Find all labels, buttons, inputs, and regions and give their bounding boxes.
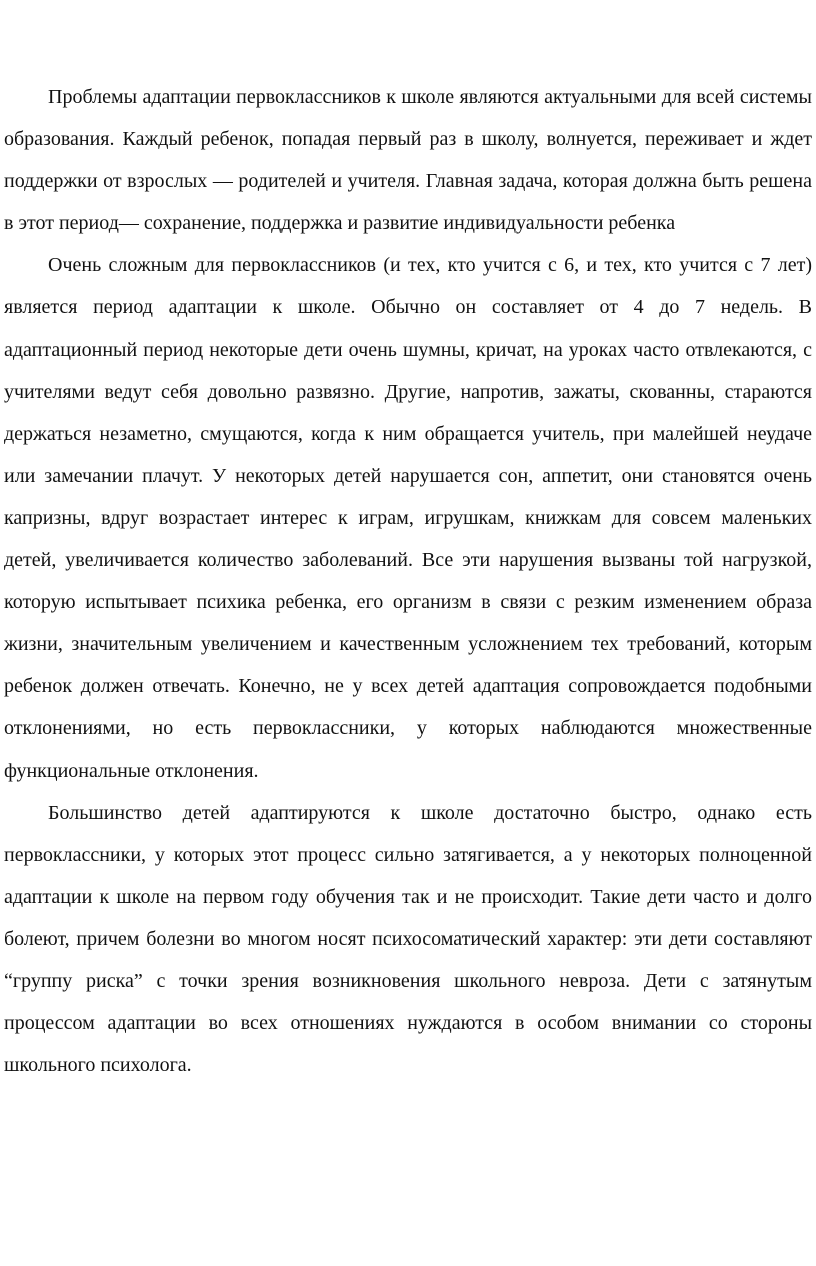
paragraph-3: Большинство детей адаптируются к школе достаточно быстро, однако есть первоклассники, у которых этот процесс сильно затягивается, а у некоторых полноценной адаптации к школе на первом году обучения так и не происходит. Такие дети часто и долго болеют, причем болезни во многом носят психосоматический характер: эти дети составляют “группу риска” с точки зрения возникновения школьного невроза. Дети с затянутым процессом адаптации во всех отношениях нуждаются в особом внимании со стороны школьного психолога. <box>4 801 812 1077</box>
paragraph-2: Очень сложным для первоклассников (и тех, кто учится с 6, и тех, кто учится с 7 лет) является период адаптации к школе. Обычно он составляет от 4 до 7 недель. В адаптационный период некоторые дети очень шумны, кричат, на уроках часто отвлекаются, с учителями ведут себя довольно развязно. Другие, напротив, зажаты, скованны, стараются держаться незаметно, смущаются, когда к ним обращается учитель, при малейшей неудаче или замечании плачут. У некоторых детей нарушается сон, аппетит, они становятся очень капризны, вдруг возрастает интерес к играм, игрушкам, книжкам для совсем маленьких детей, увеличивается количество заболеваний. Все эти нарушения вызваны той нагрузкой, которую испытывает психика ребенка, его организм в связи с резким изменением образа жизни, значительным увеличением и качественным усложнением тех требований, которым ребенок должен отвечать. Конечно, не у всех детей адаптация сопровождается подобными отклонениями, но есть первоклассники, у которых наблюдаются множественные функциональные отклонения. <box>4 254 812 782</box>
paragraph-1: Проблемы адаптации первоклассников к школе являются актуальными для всей системы образования. Каждый ребенок, попадая первый раз в школу, волнуется, переживает и ждет поддержки от взрослых — родителей и учителя. Главная задача, которая должна быть решена в этот период— сохранение, поддержка и развитие индивидуальности ребенка <box>4 86 812 235</box>
document-page <box>4 76 812 1086</box>
